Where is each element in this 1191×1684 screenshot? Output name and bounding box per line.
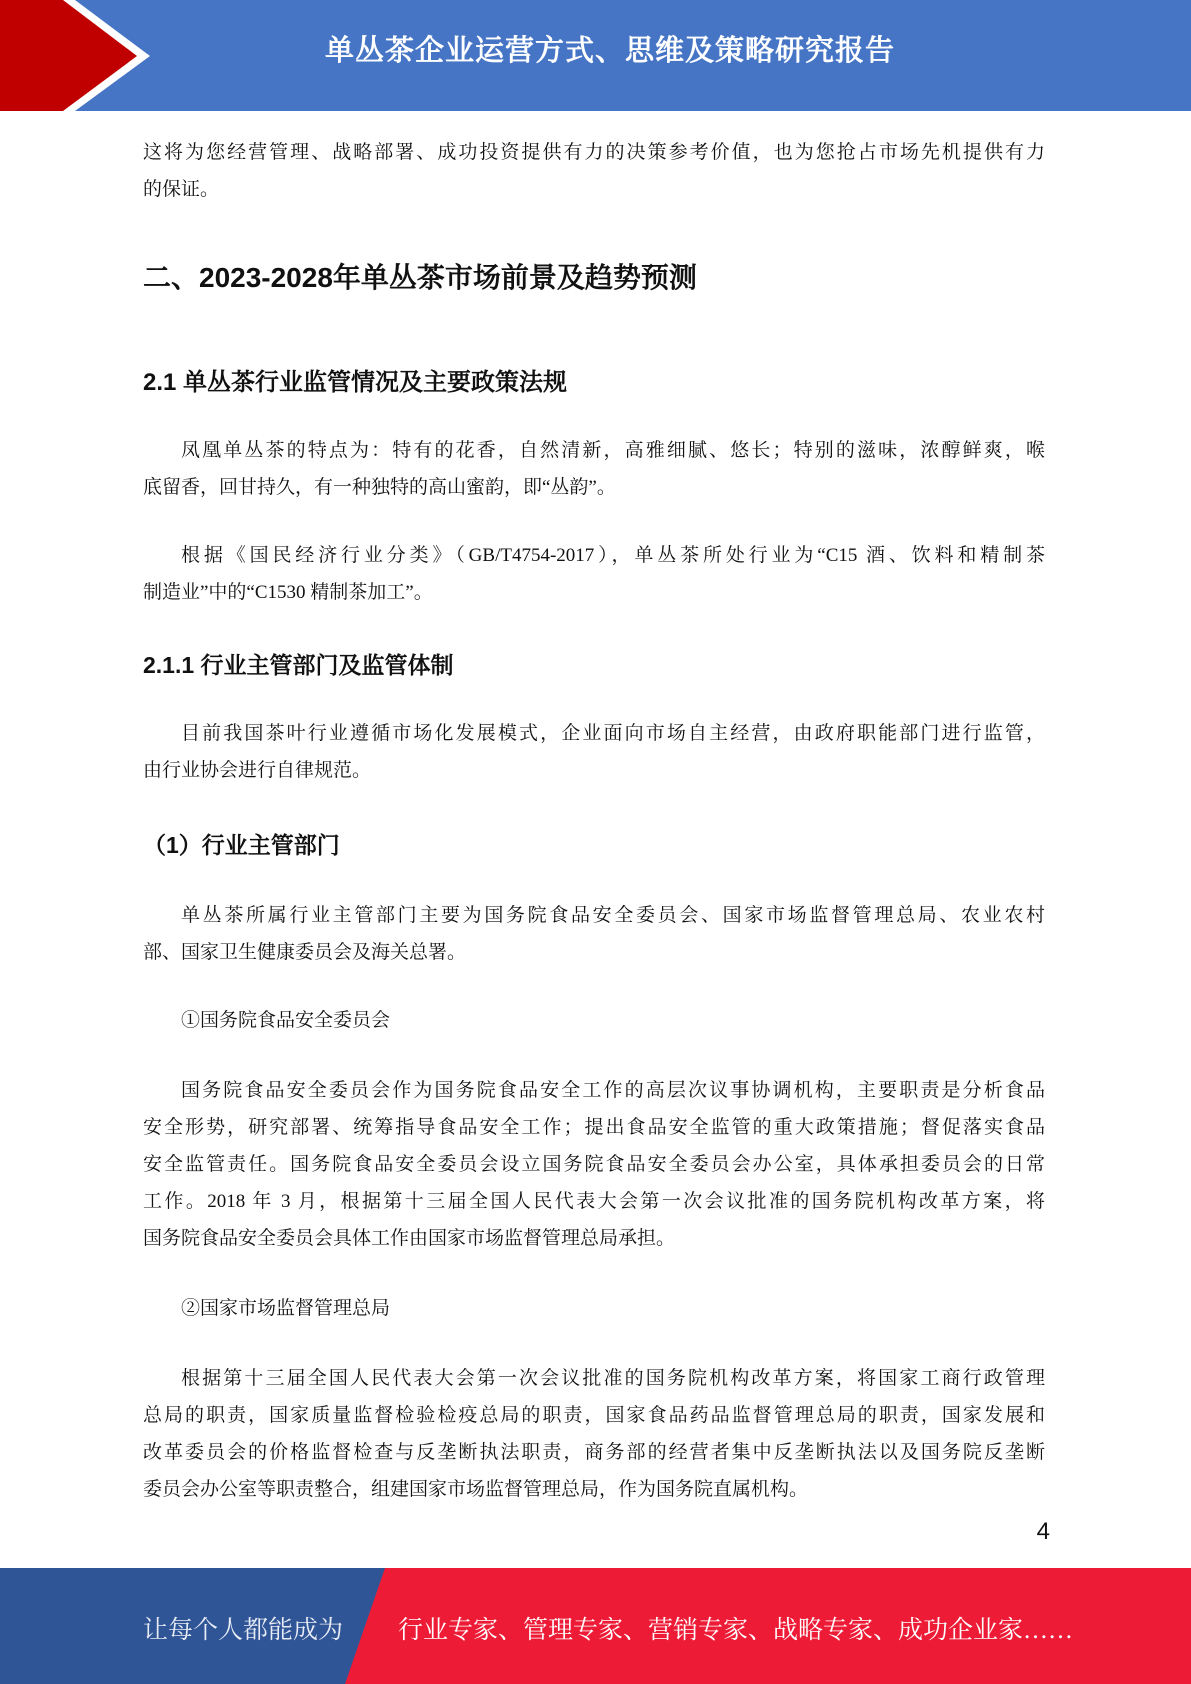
paragraph (143, 897, 1045, 971)
text-line: 的保证。 (143, 179, 220, 200)
item-heading: （1）行业主管部门 (143, 832, 340, 858)
paragraph (143, 1360, 1045, 1508)
intro-paragraph (143, 134, 1045, 208)
text-line: 根据《国民经济行业分类》（GB/T4754-2017），单丛茶所处行业为“C15 酒、饮料和精制茶 (181, 545, 1045, 566)
sub-item-label (143, 1290, 1045, 1327)
text-line: 总局的职责，国家质量监督检验检疫总局的职责，国家食品药品监督管理总局的职责，国家发展和 (143, 1405, 1045, 1426)
text-line: 制造业”中的“C1530 精制茶加工”。 (143, 582, 433, 603)
text-line: 根据第十三届全国人民代表大会第一次会议批准的国务院机构改革方案，将国家工商行政管理 (181, 1368, 1045, 1389)
text-line: 工作。2018 年 3 月，根据第十三届全国人民代表大会第一次会议批准的国务院机构改革方案，将 (143, 1191, 1045, 1212)
footer-slogan-right: 行业专家、管理专家、营销专家、战略专家、成功企业家…… (398, 1617, 1074, 1644)
text-line: 安全监管责任。国务院食品安全委员会设立国务院食品安全委员会办公室，具体承担委员会的日常 (143, 1154, 1045, 1175)
text-line: 底留香，回甘持久，有一种独特的高山蜜韵，即“丛韵”。 (143, 477, 616, 498)
header-title: 单丛茶企业运营方式、思维及策略研究报告 (324, 35, 895, 67)
text-line: 改革委员会的价格监督检查与反垄断执法职责，商务部的经营者集中反垄断执法以及国务院反垄断 (143, 1442, 1045, 1463)
paragraph (143, 432, 1045, 506)
text-line: 委员会办公室等职责整合，组建国家市场监督管理总局，作为国务院直属机构。 (143, 1479, 809, 1500)
page-number: 4 (1036, 1518, 1050, 1545)
text-line: 这将为您经营管理、战略部署、成功投资提供有力的决策参考价值，也为您抢占市场先机提供有力 (143, 142, 1045, 163)
subsection-heading: 2.1 单丛茶行业监管情况及主要政策法规 (143, 369, 568, 396)
text-line: 国务院食品安全委员会作为国务院食品安全工作的高层次议事协调机构，主要职责是分析食品 (181, 1080, 1045, 1101)
subsubsection-heading: 2.1.1 行业主管部门及监管体制 (143, 652, 454, 678)
paragraph (143, 1072, 1045, 1257)
text-line: 由行业协会进行自律规范。 (143, 760, 372, 781)
page-header (0, 0, 1191, 111)
header-arrow-decoration (0, 0, 200, 111)
footer-slogan-left: 让每个人都能成为 (143, 1617, 344, 1644)
text-line: 单丛茶所属行业主管部门主要为国务院食品安全委员会、国家市场监督管理总局、农业农村 (181, 905, 1045, 926)
text-line: 部、国家卫生健康委员会及海关总署。 (143, 942, 467, 963)
text-line: 国务院食品安全委员会具体工作由国家市场监督管理总局承担。 (143, 1228, 676, 1249)
sub-item-label (143, 1002, 1045, 1039)
text-line: 目前我国茶叶行业遵循市场化发展模式，企业面向市场自主经营，由政府职能部门进行监管， (181, 723, 1045, 744)
text-line: 凤凰单丛茶的特点为：特有的花香，自然清新，高雅细腻、悠长；特别的滋味，浓醇鲜爽，喉 (181, 440, 1045, 461)
text-line: ①国务院食品安全委员会 (181, 1010, 391, 1031)
paragraph (143, 715, 1045, 789)
section-heading: 二、2023-2028年单丛茶市场前景及趋势预测 (143, 262, 697, 293)
text-line: ②国家市场监督管理总局 (181, 1298, 391, 1319)
page-footer (0, 1568, 1191, 1684)
paragraph (143, 537, 1045, 611)
text-line: 安全形势，研究部署、统筹指导食品安全工作；提出食品安全监管的重大政策措施；督促落实食品 (143, 1117, 1045, 1138)
